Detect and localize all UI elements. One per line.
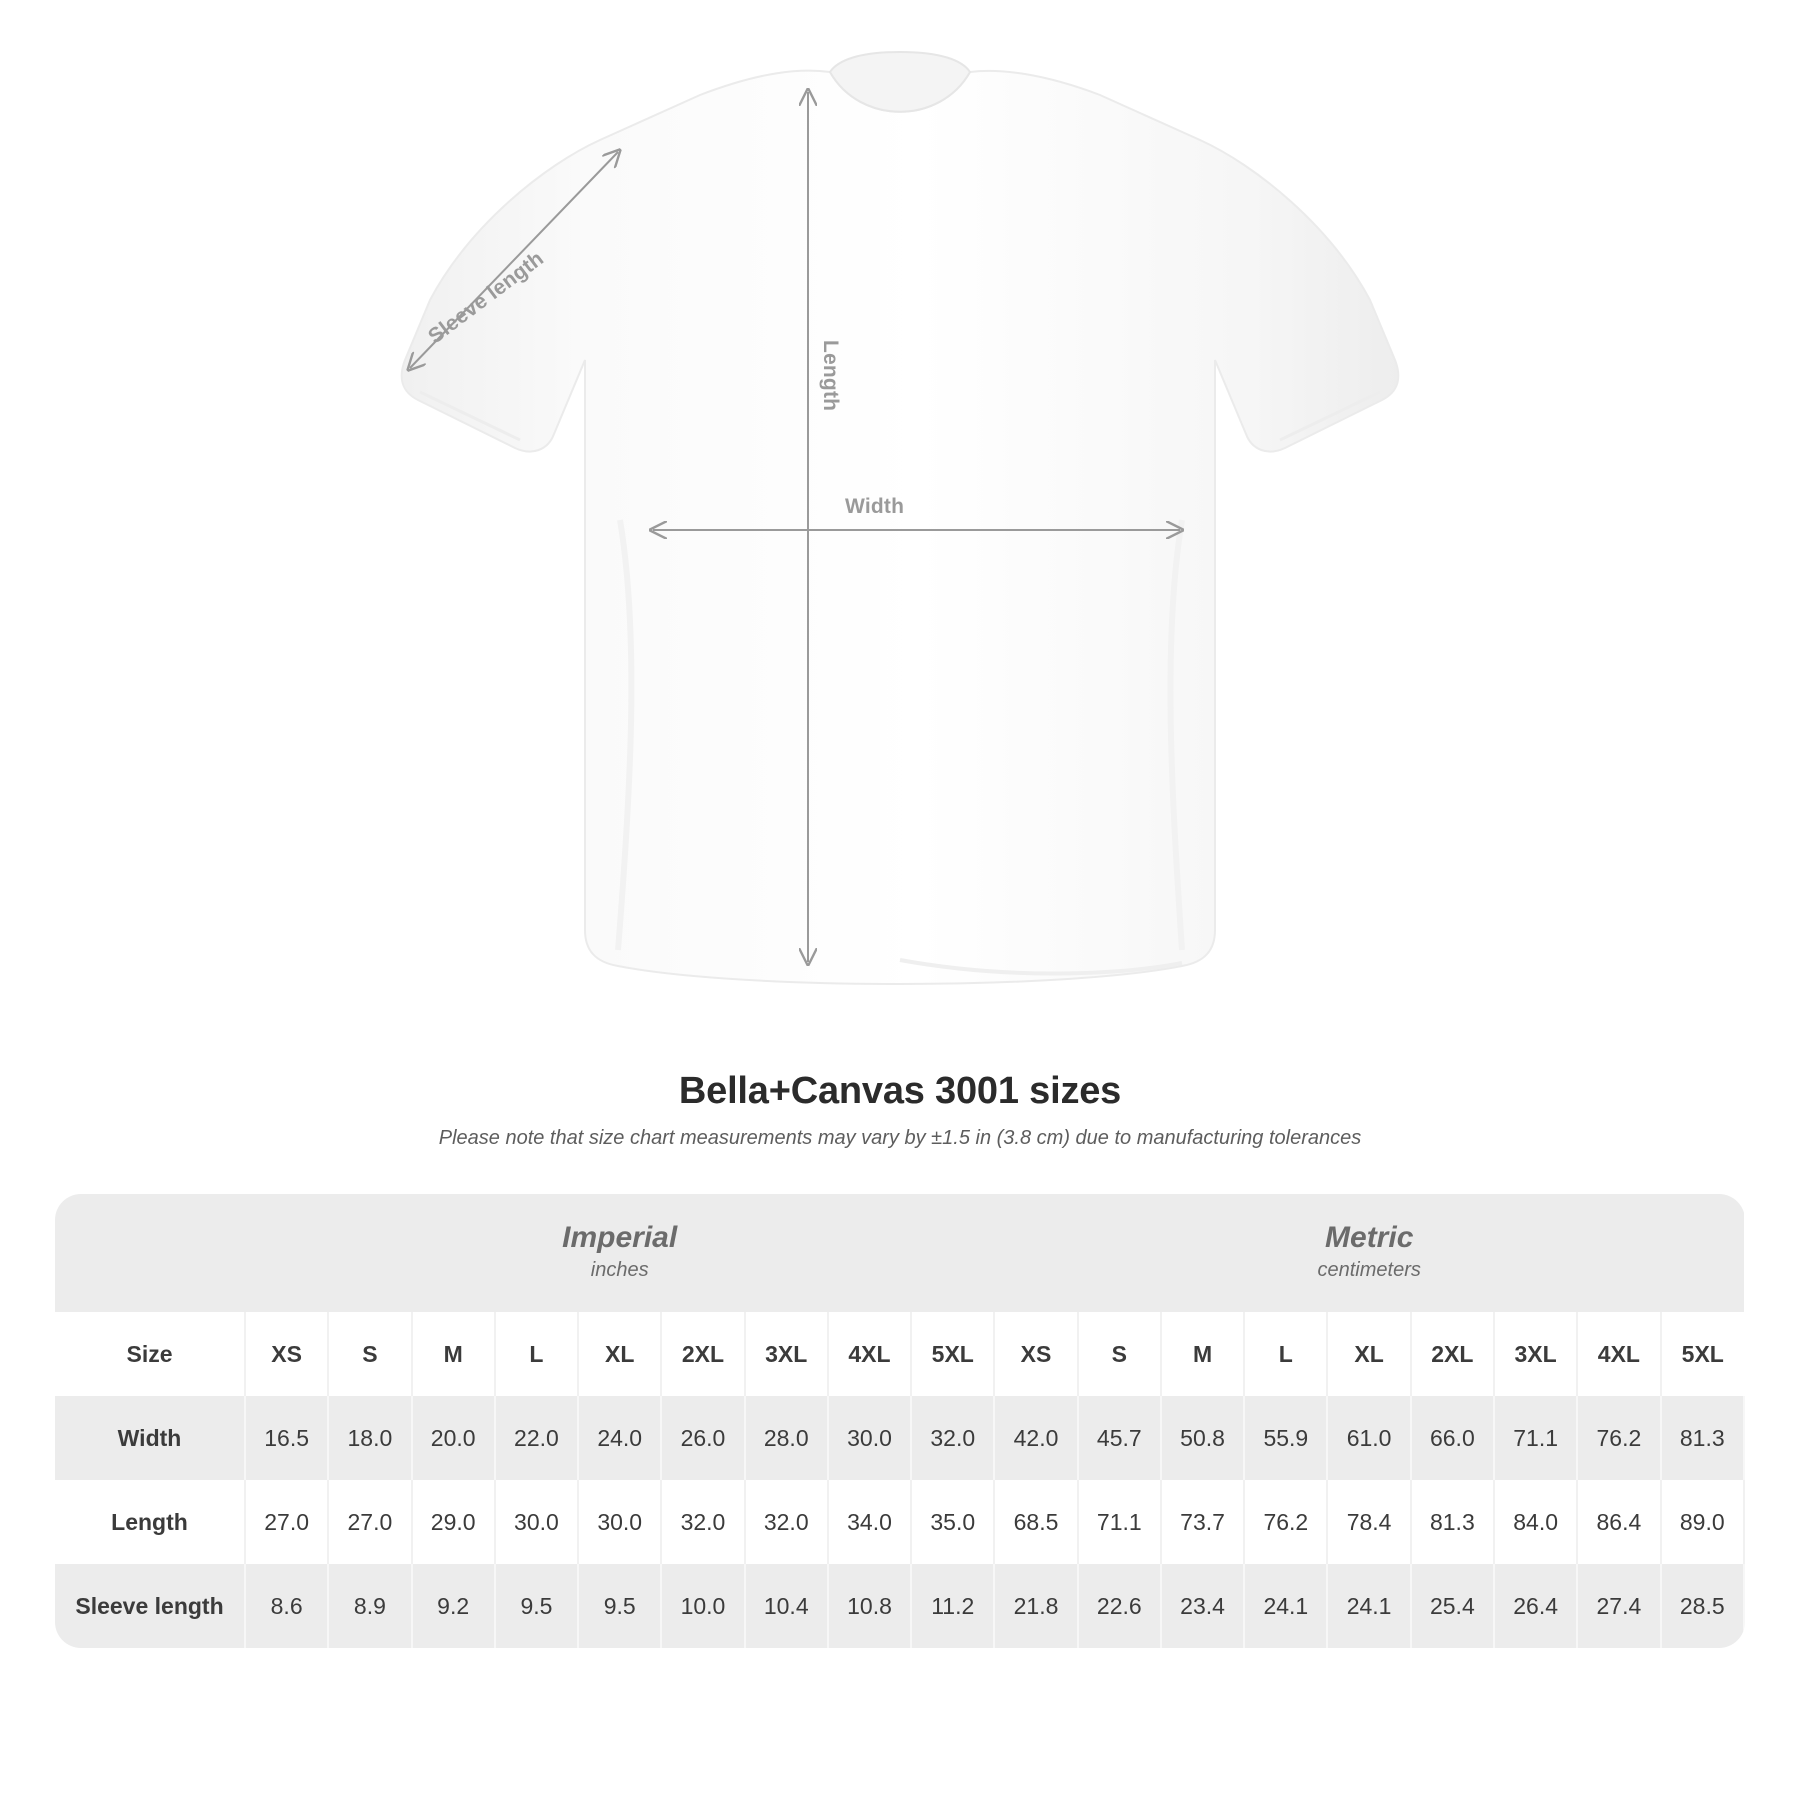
size-header-cell: L bbox=[495, 1312, 578, 1396]
measurement-cell: 9.2 bbox=[412, 1564, 495, 1648]
unit-header-corner bbox=[55, 1194, 245, 1312]
measurement-cell: 34.0 bbox=[828, 1480, 911, 1564]
size-header-cell: 2XL bbox=[661, 1312, 744, 1396]
measurement-cell: 10.4 bbox=[745, 1564, 828, 1648]
size-table-container bbox=[55, 1194, 1745, 1648]
size-header-row bbox=[55, 1312, 1744, 1396]
table-row bbox=[55, 1480, 1744, 1564]
measurement-cell: 28.5 bbox=[1661, 1564, 1744, 1648]
unit-title: Imperial bbox=[562, 1220, 678, 1254]
measurement-cell: 29.0 bbox=[412, 1480, 495, 1564]
length-label: Length bbox=[819, 340, 842, 412]
measurement-cell: 10.8 bbox=[828, 1564, 911, 1648]
unit-header-imperial bbox=[245, 1194, 994, 1312]
row-label: Sleeve length bbox=[55, 1564, 245, 1648]
size-header-cell: XL bbox=[578, 1312, 661, 1396]
row-label: Width bbox=[55, 1396, 245, 1480]
measurement-cell: 28.0 bbox=[745, 1396, 828, 1480]
measurement-cell: 81.3 bbox=[1661, 1396, 1744, 1480]
measurement-cell: 30.0 bbox=[578, 1480, 661, 1564]
measurement-cell: 55.9 bbox=[1244, 1396, 1327, 1480]
measurement-cell: 32.0 bbox=[745, 1480, 828, 1564]
measurement-cell: 26.4 bbox=[1494, 1564, 1577, 1648]
measurement-cell: 42.0 bbox=[994, 1396, 1077, 1480]
table-row bbox=[55, 1564, 1744, 1648]
measurement-cell: 16.5 bbox=[245, 1396, 328, 1480]
measurement-cell: 84.0 bbox=[1494, 1480, 1577, 1564]
sleeve-length-label: Sleeve length bbox=[424, 246, 549, 349]
measurement-cell: 22.0 bbox=[495, 1396, 578, 1480]
measurement-cell: 81.3 bbox=[1411, 1480, 1494, 1564]
table-row bbox=[55, 1396, 1744, 1480]
measurement-cell: 18.0 bbox=[328, 1396, 411, 1480]
measurement-cell: 61.0 bbox=[1327, 1396, 1410, 1480]
tolerance-note: Please note that size chart measurements may vary by ±1.5 in (3.8 cm) due to manufacturing tolerances bbox=[438, 1127, 1362, 1149]
size-header-cell: 4XL bbox=[828, 1312, 911, 1396]
unit-subtitle: centimeters bbox=[1317, 1259, 1421, 1282]
measurement-cell: 68.5 bbox=[994, 1480, 1077, 1564]
size-header-cell: 5XL bbox=[911, 1312, 994, 1396]
measurement-cell: 24.1 bbox=[1327, 1564, 1410, 1648]
size-header-label: Size bbox=[55, 1312, 245, 1396]
size-header-cell: L bbox=[1244, 1312, 1327, 1396]
measurement-cell: 30.0 bbox=[495, 1480, 578, 1564]
measurement-cell: 10.0 bbox=[661, 1564, 744, 1648]
size-header-cell: XL bbox=[1327, 1312, 1410, 1396]
measurement-cell: 76.2 bbox=[1244, 1480, 1327, 1564]
measurement-cell: 27.0 bbox=[328, 1480, 411, 1564]
unit-header-row bbox=[55, 1194, 1744, 1312]
measurement-cell: 8.9 bbox=[328, 1564, 411, 1648]
size-table bbox=[55, 1194, 1745, 1648]
measurement-cell: 73.7 bbox=[1161, 1480, 1244, 1564]
measurement-cell: 89.0 bbox=[1661, 1480, 1744, 1564]
measurement-cell: 35.0 bbox=[911, 1480, 994, 1564]
measurement-cell: 76.2 bbox=[1577, 1396, 1660, 1480]
measurement-cell: 66.0 bbox=[1411, 1396, 1494, 1480]
size-header-cell: 4XL bbox=[1577, 1312, 1660, 1396]
measurement-cell: 30.0 bbox=[828, 1396, 911, 1480]
size-header-cell: XS bbox=[245, 1312, 328, 1396]
measurement-cell: 27.0 bbox=[245, 1480, 328, 1564]
measurement-cell: 71.1 bbox=[1494, 1396, 1577, 1480]
measurement-cell: 50.8 bbox=[1161, 1396, 1244, 1480]
size-header-cell: XS bbox=[994, 1312, 1077, 1396]
measurement-cell: 9.5 bbox=[578, 1564, 661, 1648]
measurement-cell: 24.0 bbox=[578, 1396, 661, 1480]
unit-header-metric bbox=[994, 1194, 1744, 1312]
measurement-cell: 86.4 bbox=[1577, 1480, 1660, 1564]
unit-title: Metric bbox=[1325, 1220, 1414, 1254]
width-label: Width bbox=[845, 495, 905, 518]
size-header-cell: 5XL bbox=[1661, 1312, 1744, 1396]
size-header-cell: S bbox=[1078, 1312, 1161, 1396]
size-header-cell: S bbox=[328, 1312, 411, 1396]
unit-subtitle: inches bbox=[590, 1259, 649, 1282]
measurement-cell: 24.1 bbox=[1244, 1564, 1327, 1648]
size-header-cell: 2XL bbox=[1411, 1312, 1494, 1396]
measurement-cell: 26.0 bbox=[661, 1396, 744, 1480]
measurement-cell: 21.8 bbox=[994, 1564, 1077, 1648]
measurement-cell: 27.4 bbox=[1577, 1564, 1660, 1648]
size-header-cell: 3XL bbox=[745, 1312, 828, 1396]
measurement-cell: 32.0 bbox=[911, 1396, 994, 1480]
measurement-cell: 8.6 bbox=[245, 1564, 328, 1648]
row-label: Length bbox=[55, 1480, 245, 1564]
measurement-cell: 22.6 bbox=[1078, 1564, 1161, 1648]
measurement-cell: 71.1 bbox=[1078, 1480, 1161, 1564]
measurement-cell: 11.2 bbox=[911, 1564, 994, 1648]
measurement-cell: 20.0 bbox=[412, 1396, 495, 1480]
page-title: Bella+Canvas 3001 sizes bbox=[678, 1070, 1122, 1112]
measurement-cell: 45.7 bbox=[1078, 1396, 1161, 1480]
size-header-cell: M bbox=[1161, 1312, 1244, 1396]
measurement-cell: 32.0 bbox=[661, 1480, 744, 1564]
measurement-cell: 9.5 bbox=[495, 1564, 578, 1648]
measurement-cell: 78.4 bbox=[1327, 1480, 1410, 1564]
measurement-cell: 25.4 bbox=[1411, 1564, 1494, 1648]
size-header-cell: M bbox=[412, 1312, 495, 1396]
measurement-cell: 23.4 bbox=[1161, 1564, 1244, 1648]
size-header-cell: 3XL bbox=[1494, 1312, 1577, 1396]
chart-caption bbox=[0, 1070, 1800, 1150]
